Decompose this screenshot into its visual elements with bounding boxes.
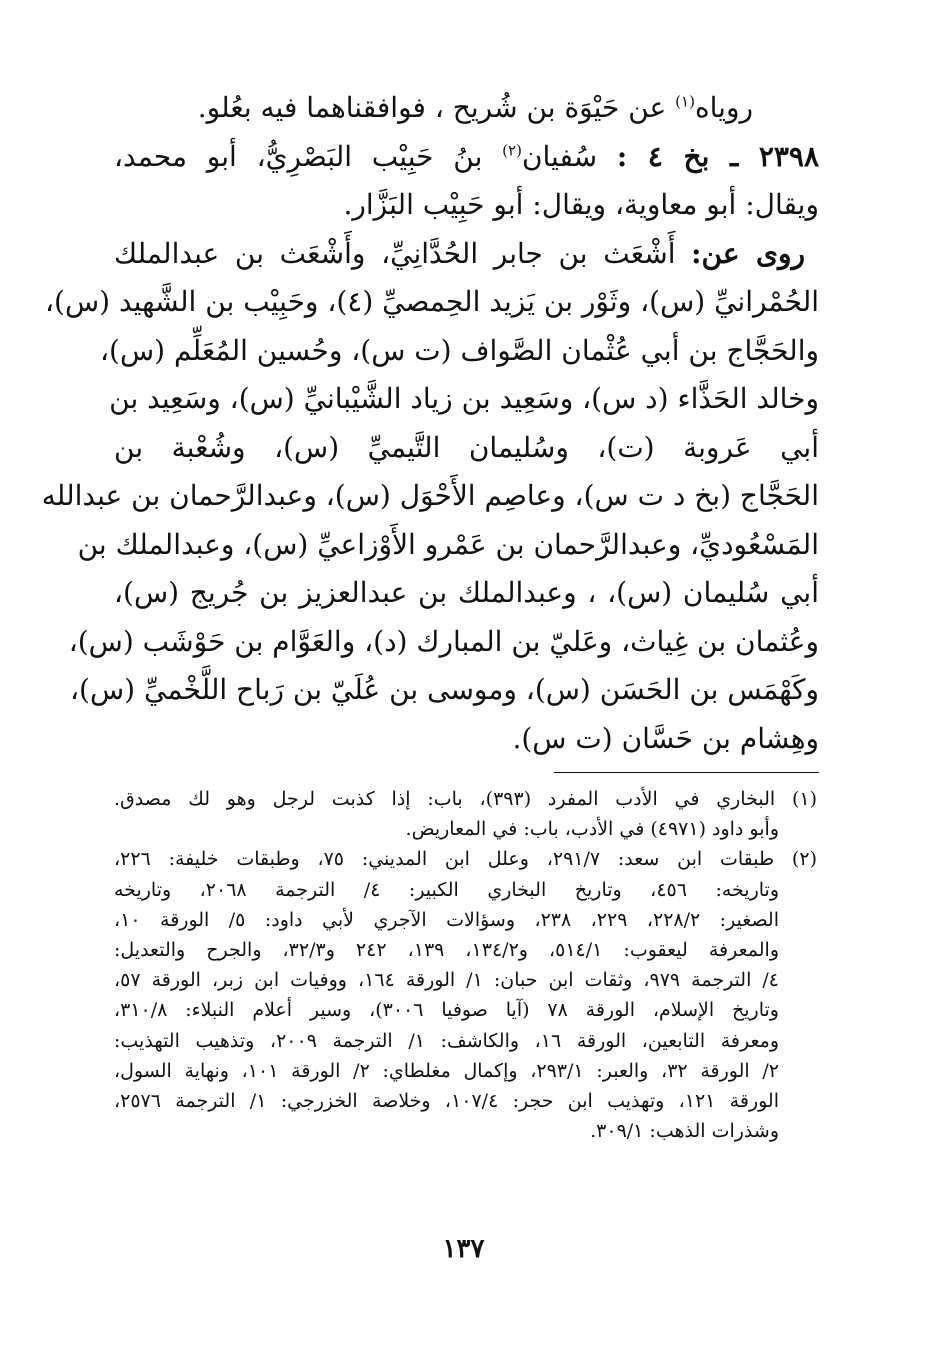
footnote-line: ٤/ الترجمة ٩٧٩، وثقات ابن حبان: ١/ الورقة ١٦٤، ووفيات ابن زبر، الورقة ٥٧،	[114, 969, 780, 992]
text-line: الحَجَّاج (بخ د ت س)، وعاصِم الأَحْوَل (س)، وعبدالرَّحمان بن عبدالله	[41, 479, 819, 512]
footnote-line: وتاريخ الإسلام، الورقة ٧٨ (آيا صوفيا ٣٠٠٦)، وسير أعلام النبلاء: ٣١٠/٨،	[114, 999, 779, 1022]
footnote-line: والمعرفة ليعقوب: ٥١٤/١، و١٣٤/٢، ١٣٩، ٢٤٢ و٣٢/٣، والجرح والتعديل:	[114, 938, 780, 961]
footnote-ref: (١)	[675, 92, 695, 111]
footnote-line: ومعرفة التابعين، الورقة ١٦، والكاشف: ١/ الترجمة ٢٠٠٩، وتذهيب التهذيب:	[114, 1029, 780, 1052]
text-line: المَسْعُوديِّ، وعبدالرَّحمان بن عَمْرو الأَوْزاعيِّ (س)، وعبدالملك بن	[77, 527, 819, 561]
footnote-line: الورقة ١٢١، وتهذيب ابن حجر: ١٠٧/٤، وخلاصة الخزرجي: ١/ الترجمة ٢٥٧٦،	[114, 1089, 779, 1112]
text-line: أبي سُليمان (س)، ، وعبدالملك بن عبدالعزيز بن جُريج (س)،	[114, 576, 819, 609]
footnote-line: وتاريخه: ٤٥٦، وتاريخ البخاري الكبير: ٤/ الترجمة ٢٠٦٨، وتاريخه	[114, 878, 780, 901]
text-line: روياه$^{(١)}$ عن حَيْوَة بن شُريح ، فوافقناهما فيه بعُلو.	[197, 91, 753, 124]
entry-heading-line: ٢٣٩٨ ـ بخ ٤ : سُفيان$^{(٢)}$ بنُ حَبِيْب البَصْرِيُّ، أبو محمد،	[114, 139, 819, 173]
footnote-line: (٢) طبقات ابن سعد: ٢٩١/٧، وعلل ابن المديني: ٧٥، وطبقات خليفة: ٢٢٦،	[114, 848, 817, 871]
text-line: روى عن: أَشْعَث بن جابر الحُدَّانِيِّ، وأَشْعَث بن عبدالملك	[114, 236, 805, 270]
footnote-line: ٢/ الورقة ٣٢، والعبر: ٢٩٣/١، وإكمال مغلطاي: ٢/ الورقة ١٠١، ونهاية السول،	[114, 1059, 779, 1082]
footnote-separator	[554, 772, 819, 773]
page-number: ١٣٧	[442, 1234, 485, 1264]
footnote-line: وشذرات الذهب: ٣٠٩/١.	[590, 1120, 779, 1143]
text-line: وعُثمان بن غِياث، وعَليّ بن المبارك (د)، والعَوَّام بن حَوْشَب (س)،	[68, 624, 819, 658]
footnotes	[114, 784, 817, 1146]
text-line: وهِشام بن حَسَّان (ت س).	[512, 721, 819, 755]
text-line: والحَجَّاج بن أبي عُثْمان الصَّواف (ت س)، وحُسين المُعَلِّم (س)،	[100, 333, 819, 367]
text-line: وكَهْمَس بن الحَسَن (س)، وموسى بن عُلَيّ بن رَباح اللَّخْميِّ (س)،	[70, 673, 819, 706]
footnote-line: (١) البخاري في الأدب المفرد (٣٩٣)، باب: إذا كذبت لرجل وهو لك مصدق.	[114, 788, 817, 810]
footnote-line: الصغير: ٢٢٨/٢، ٢٢٩، ٢٣٨، وسؤالات الآجري لأبي داود: ٥/ الورقة ١٠،	[114, 908, 780, 931]
entry-number: ٢٣٩٨ ـ بخ ٤ :	[616, 139, 819, 173]
footnote-ref: (٢)	[502, 141, 522, 160]
footnote-line: وأبو داود (٤٩٧١) في الأدب، باب: في المعاريض.	[405, 818, 779, 841]
section-keyword: روى عن:	[691, 236, 805, 270]
text-line: ويقال: أبو معاوية، ويقال: أبو حَبِيْب البَزَّار.	[343, 188, 819, 221]
main-text	[41, 84, 819, 763]
text-line: الحُمْرانيِّ (س)، وثَوْر بن يَزيد الحِمصيِّ (٤)، وحَبِيْب بن الشَّهيد (س)،	[44, 285, 819, 318]
text-line: وخالد الحَذَّاء (د س)، وسَعِيد بن زياد الشَّيْبانيِّ (س)، وسَعِيد بن	[109, 382, 819, 415]
text-line: أبي عَروبة (ت)، وسُليمان التَّيميِّ (س)، وشُعْبة بن	[114, 430, 819, 464]
